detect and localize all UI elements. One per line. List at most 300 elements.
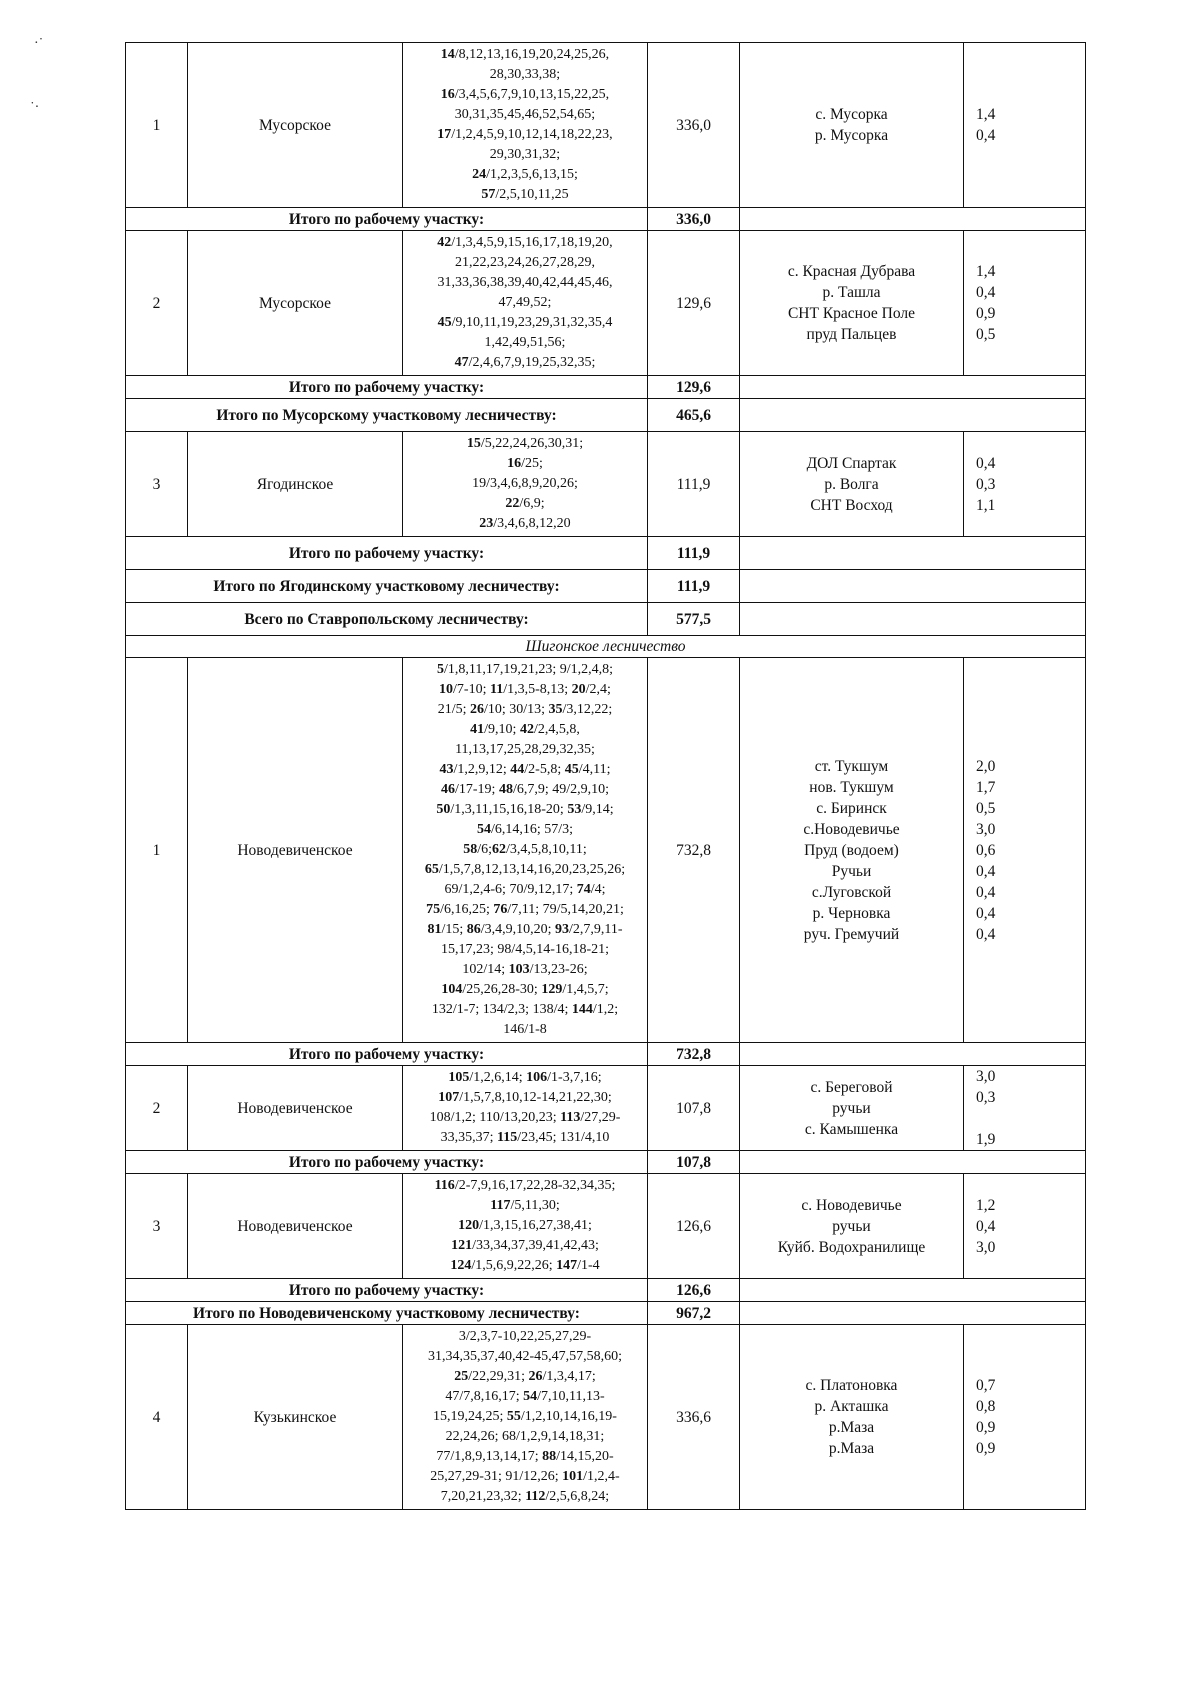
quarter-number: 42: [519, 722, 534, 737]
quarter-line: [407, 1347, 643, 1367]
places-cell: [740, 658, 964, 1043]
quarter-plots: /1,3,4,17;: [542, 1369, 596, 1384]
forestry-name-cell: Новодевиченское: [188, 1066, 403, 1151]
total-label-cell: Итого по рабочему участку:: [126, 208, 648, 231]
empty-cell: [740, 399, 1086, 432]
place-name: с. Платоновка: [805, 1377, 898, 1394]
quarter-line: [407, 1407, 643, 1427]
quarter-line: [407, 800, 643, 820]
row-number-cell: 1: [126, 43, 188, 208]
quarter-plots: 30/13;: [509, 702, 549, 717]
quarter-number: 25: [454, 1369, 469, 1384]
total-label-cell: Итого по рабочему участку:: [126, 537, 648, 570]
total-row: [126, 1302, 1086, 1325]
forestry-name-cell: Новодевиченское: [188, 658, 403, 1043]
place-name: Ручьи: [831, 862, 872, 880]
quarter-line: [407, 1387, 643, 1407]
quarter-plots: /1,2,6,14;: [469, 1070, 527, 1085]
total-value-cell: 126,6: [648, 1279, 740, 1302]
quarter-line: [407, 273, 643, 293]
quarter-number: 42: [437, 235, 452, 250]
quarter-plots: /6,16,25;: [440, 902, 494, 917]
quarter-line: [407, 253, 643, 273]
quarter-number: 62: [492, 842, 506, 857]
total-label-cell: Итого по рабочему участку:: [126, 1043, 648, 1066]
quarter-plots: /6,9;: [519, 496, 545, 511]
quarter-number: 47: [454, 355, 469, 370]
distance-value: 0,7: [976, 1377, 996, 1394]
total-value-cell: 107,8: [648, 1151, 740, 1174]
quarter-plots: /1,5,7,8,12,13,14,16,20,23,25,26;: [438, 862, 626, 877]
quarter-plots: 110/13,20,23;: [479, 1110, 561, 1125]
places-cell: [740, 231, 964, 376]
quarter-plots: /2,4;: [585, 682, 611, 697]
place-name: нов. Тукшум: [809, 778, 894, 796]
distance-value: 0,9: [976, 305, 996, 322]
quarter-plots: /33,34,37,39,41,42,43;: [472, 1238, 599, 1253]
place-name: с. Красная Дубрава: [787, 263, 916, 280]
quarter-number: 81: [427, 922, 442, 937]
quarter-number: 107: [438, 1090, 460, 1105]
total-row: [126, 603, 1086, 636]
quarter-plots: /1,2;: [592, 1002, 619, 1017]
quarter-line: [407, 65, 643, 85]
place-name: р. Ташла: [822, 284, 881, 301]
quarter-line: [407, 1128, 643, 1148]
empty-cell: [740, 1151, 1086, 1174]
quarter-line: [407, 920, 643, 940]
empty-cell: [740, 1302, 1086, 1325]
quarters-cell: [403, 1174, 648, 1279]
forestry-name-cell: Мусорское: [188, 43, 403, 208]
quarter-plots: /8,12,13,16,19,20,24,25,26,: [454, 47, 610, 62]
place-name: СНТ Восход: [810, 496, 893, 514]
place-name: СНТ Красное Поле: [787, 305, 916, 322]
quarter-plots: /17-19;: [454, 782, 499, 797]
place-name: ручьи: [832, 1217, 871, 1235]
distance-value: 1,1: [976, 496, 996, 514]
total-value-cell: 967,2: [648, 1302, 740, 1325]
total-value-cell: 111,9: [648, 537, 740, 570]
quarter-line: [407, 233, 643, 253]
forestry-name-cell: Кузькинское: [188, 1325, 403, 1510]
quarter-line: [407, 1367, 643, 1387]
place-name: с. Мусорка: [815, 106, 888, 123]
scan-speck: ˙·: [30, 100, 40, 115]
total-row: [126, 537, 1086, 570]
total-label-cell: Итого по Ягодинскому участковому лесничеству:: [126, 570, 648, 603]
quarter-number: 23: [479, 516, 494, 531]
quarter-plots: /15;: [441, 922, 467, 937]
total-label-cell: Всего по Ставропольскому лесничеству:: [126, 603, 648, 636]
quarter-plots: 31,34,35,37,40,42-45,47,57,58,60;: [427, 1349, 623, 1364]
quarter-plots: /2-7,9,16,17,22,28-32,34,35;: [454, 1178, 616, 1193]
quarter-plots: 7,20,21,23,32;: [440, 1489, 526, 1504]
quarters-cell: [403, 43, 648, 208]
quarter-number: 26: [528, 1369, 543, 1384]
distance-value: 3,0: [976, 820, 996, 838]
quarter-plots: 102/14;: [462, 962, 509, 977]
quarter-plots: /1,4,5,7;: [562, 982, 609, 997]
quarter-number: 57: [481, 187, 496, 202]
quarter-plots: 132/1-7;: [431, 1002, 483, 1017]
distance-value: 0,4: [976, 904, 996, 922]
quarter-line: [407, 514, 643, 534]
quarter-line: [407, 960, 643, 980]
quarter-plots: /1,3,4,5,9,15,16,17,18,19,20,: [451, 235, 613, 250]
quarter-plots: 3/2,3,7-10,22,25,27,29-: [458, 1329, 592, 1344]
quarter-plots: /7-10;: [453, 682, 490, 697]
distance-value: 0,4: [976, 127, 996, 144]
quarter-line: [407, 185, 643, 205]
quarter-plots: 91/12,26;: [505, 1469, 563, 1484]
quarter-line: [407, 780, 643, 800]
quarter-number: 41: [470, 722, 485, 737]
quarter-plots: /14,15,20-: [556, 1449, 614, 1464]
area-cell: 732,8: [648, 658, 740, 1043]
quarters-cell: [403, 658, 648, 1043]
quarter-number: 44: [510, 762, 525, 777]
quarter-number: 129: [541, 982, 563, 997]
quarter-plots: 146/1-8: [503, 1022, 547, 1037]
quarter-number: 54: [523, 1389, 538, 1404]
quarter-plots: 22,24,26;: [445, 1429, 503, 1444]
scan-speck: ·˙: [34, 36, 44, 51]
place-name: р. Волга: [824, 475, 879, 493]
place-name: р. Акташка: [814, 1398, 889, 1415]
quarter-number: 112: [525, 1489, 546, 1504]
total-row: [126, 399, 1086, 432]
quarter-line: [407, 353, 643, 373]
quarter-plots: /7,11;: [507, 902, 543, 917]
quarter-number: 113: [560, 1110, 581, 1125]
quarter-line: [407, 1487, 643, 1507]
quarter-plots: /25,26,28-30;: [462, 982, 542, 997]
quarter-plots: /5,11,30;: [510, 1198, 560, 1213]
empty-cell: [740, 376, 1086, 399]
quarter-plots: 11,13,17,25,28,29,32,35;: [455, 742, 595, 757]
total-label-cell: Итого по рабочему участку:: [126, 1151, 648, 1174]
quarter-plots: /1,2,4-: [583, 1469, 620, 1484]
quarter-plots: /1,2,3,5,6,13,15;: [486, 167, 578, 182]
area-cell: 107,8: [648, 1066, 740, 1151]
quarter-plots: /3,12,22;: [562, 702, 613, 717]
quarter-plots: 57/3;: [544, 822, 574, 837]
quarter-plots: /1,8,11,17,19,21,23;: [443, 662, 560, 677]
quarter-plots: 19/3,4,6,8,9,20,26;: [472, 476, 578, 491]
data-row: [126, 43, 1086, 208]
place-name: с. Камышенка: [804, 1120, 899, 1138]
distance-value: 1,9: [976, 1131, 996, 1148]
total-row: [126, 208, 1086, 231]
quarter-line: [407, 454, 643, 474]
distance-value: 3,0: [976, 1068, 996, 1085]
quarter-line: [407, 474, 643, 494]
quarter-number: 22: [505, 496, 520, 511]
quarter-plots: /6;: [477, 842, 492, 857]
total-value-cell: 336,0: [648, 208, 740, 231]
quarter-plots: 15,17,23;: [441, 942, 498, 957]
distance-value: 0,9: [976, 1419, 996, 1436]
quarter-plots: /13,23-26;: [529, 962, 588, 977]
quarter-number: 58: [463, 842, 478, 857]
quarter-plots: 21,22,23,24,26,27,28,29,: [455, 255, 595, 270]
row-number-cell: 2: [126, 231, 188, 376]
distance-cell: [964, 231, 1086, 376]
quarter-line: [407, 740, 643, 760]
quarter-number: 144: [571, 1002, 593, 1017]
distance-value: 1,7: [976, 778, 996, 796]
distance-value: 0,4: [976, 925, 996, 943]
distance-value: 1,4: [976, 263, 996, 280]
distance-cell: [964, 1066, 1086, 1151]
total-label-cell: Итого по рабочему участку:: [126, 376, 648, 399]
total-value-cell: 577,5: [648, 603, 740, 636]
distance-value: 0,4: [976, 862, 996, 880]
quarter-plots: 33,35,37;: [440, 1130, 497, 1145]
empty-cell: [740, 208, 1086, 231]
quarter-line: [407, 680, 643, 700]
quarter-line: [407, 494, 643, 514]
quarter-plots: /1,5,6,9,22,26;: [471, 1258, 557, 1273]
quarter-line: [407, 980, 643, 1000]
places-cell: [740, 1066, 964, 1151]
quarter-line: [407, 1216, 643, 1236]
quarter-plots: /10;: [483, 702, 510, 717]
quarter-number: 121: [451, 1238, 473, 1253]
quarter-plots: 28,30,33,38;: [489, 67, 561, 82]
quarter-number: 115: [496, 1130, 518, 1145]
quarter-plots: /23,45;: [517, 1130, 560, 1145]
quarter-number: 48: [498, 782, 513, 797]
forest-area-table: [125, 42, 1086, 1510]
area-cell: 336,6: [648, 1325, 740, 1510]
quarter-number: 17: [437, 127, 452, 142]
quarter-number: 124: [450, 1258, 472, 1273]
total-value-cell: 465,6: [648, 399, 740, 432]
distance-cell: [964, 43, 1086, 208]
quarter-line: [407, 85, 643, 105]
place-name: Пруд (водоем): [804, 841, 899, 859]
quarter-plots: /3,4,6,8,12,20: [493, 516, 571, 531]
place-name: с.Луговской: [811, 883, 892, 901]
quarters-cell: [403, 1325, 648, 1510]
total-label-cell: Итого по Новодевиченскому участковому лесничеству:: [126, 1302, 648, 1325]
forestry-name-cell: Новодевиченское: [188, 1174, 403, 1279]
place-name: р. Мусорка: [814, 127, 889, 144]
quarter-plots: /1-4: [577, 1258, 600, 1273]
quarter-number: 53: [567, 802, 582, 817]
quarter-plots: 9/1,2,4,8;: [559, 662, 614, 677]
distance-value: 0,3: [976, 475, 996, 493]
distance-value: 0,5: [976, 799, 996, 817]
data-row: [126, 231, 1086, 376]
distance-value: 3,0: [976, 1238, 996, 1256]
quarter-plots: /1-3,7,16;: [547, 1070, 602, 1085]
distance-value: 1,2: [976, 1196, 996, 1214]
empty-cell: [740, 1279, 1086, 1302]
quarter-line: [407, 720, 643, 740]
area-cell: 126,6: [648, 1174, 740, 1279]
quarter-line: [407, 1108, 643, 1128]
total-value-cell: 732,8: [648, 1043, 740, 1066]
quarter-number: 105: [448, 1070, 470, 1085]
quarter-plots: 77/1,8,9,13,14,17;: [436, 1449, 543, 1464]
quarter-number: 16: [507, 456, 522, 471]
total-row: [126, 1151, 1086, 1174]
section-header-cell: Шигонское лесничество: [126, 636, 1086, 658]
total-row: [126, 1279, 1086, 1302]
quarter-number: 76: [493, 902, 508, 917]
quarter-number: 5: [436, 662, 444, 677]
place-name: ручьи: [832, 1099, 871, 1117]
quarter-number: 88: [542, 1449, 557, 1464]
quarter-number: 75: [426, 902, 441, 917]
quarter-plots: /1,2,4,5,9,10,12,14,18,22,23,: [451, 127, 613, 142]
quarter-number: 43: [439, 762, 454, 777]
quarter-line: [407, 940, 643, 960]
data-row: [126, 1066, 1086, 1151]
distance-value: 0,6: [976, 841, 996, 859]
row-number-cell: 3: [126, 432, 188, 537]
quarter-plots: /25;: [521, 456, 543, 471]
quarter-plots: 79/5,14,20,21;: [542, 902, 624, 917]
quarter-plots: /7,10,11,13-: [537, 1389, 605, 1404]
total-value-cell: 111,9: [648, 570, 740, 603]
quarter-plots: 47,49,52;: [498, 295, 552, 310]
quarter-line: [407, 145, 643, 165]
quarter-line: [407, 1000, 643, 1020]
quarter-line: [407, 880, 643, 900]
quarter-plots: /27,29-: [580, 1110, 621, 1125]
quarter-plots: /3,4,5,8,10,11;: [506, 842, 587, 857]
quarter-plots: /6,14,16;: [490, 822, 545, 837]
quarters-cell: [403, 432, 648, 537]
total-row: [126, 1043, 1086, 1066]
quarter-plots: /1,3,15,16,27,38,41;: [479, 1218, 592, 1233]
quarter-number: 35: [548, 702, 563, 717]
quarter-number: 103: [508, 962, 530, 977]
quarter-line: [407, 333, 643, 353]
quarter-number: 93: [555, 922, 569, 937]
forestry-name-cell: Мусорское: [188, 231, 403, 376]
place-name: с.Новодевичье: [803, 820, 900, 838]
total-label-cell: Итого по рабочему участку:: [126, 1279, 648, 1302]
quarter-line: [407, 860, 643, 880]
quarters-cell: [403, 1066, 648, 1151]
total-row: [126, 376, 1086, 399]
distance-value: 2,0: [976, 757, 996, 775]
quarter-number: 74: [576, 882, 591, 897]
quarter-number: 20: [571, 682, 586, 697]
place-name: р. Черновка: [812, 904, 891, 922]
quarter-line: [407, 1088, 643, 1108]
quarter-number: 45: [437, 315, 452, 330]
quarter-plots: /3,4,9,10,20;: [480, 922, 555, 937]
quarter-line: [407, 1467, 643, 1487]
quarter-plots: 70/9,12,17;: [509, 882, 577, 897]
quarter-plots: /9,10;: [484, 722, 520, 737]
total-label-cell: Итого по Мусорскому участковому лесничеству:: [126, 399, 648, 432]
empty-cell: [740, 603, 1086, 636]
quarter-plots: /1,2,9,12;: [453, 762, 511, 777]
distance-value: 0,3: [976, 1089, 996, 1106]
places-cell: [740, 43, 964, 208]
quarter-number: 65: [424, 862, 439, 877]
quarter-plots: 134/2,3;: [482, 1002, 533, 1017]
quarter-line: [407, 1068, 643, 1088]
quarter-plots: /6,7,9;: [512, 782, 553, 797]
quarter-number: 116: [434, 1178, 455, 1193]
quarter-plots: 138/4;: [532, 1002, 572, 1017]
quarter-plots: /1,2,10,14,16,19-: [520, 1409, 617, 1424]
distance-value: 0,5: [976, 326, 996, 343]
row-number-cell: 3: [126, 1174, 188, 1279]
quarter-plots: 29,30,31,32;: [489, 147, 561, 162]
quarter-plots: 31,33,36,38,39,40,42,44,45,46,: [437, 275, 613, 290]
area-cell: 129,6: [648, 231, 740, 376]
area-cell: 111,9: [648, 432, 740, 537]
quarter-line: [407, 1327, 643, 1347]
quarter-plots: /1,3,5-8,13;: [503, 682, 572, 697]
quarter-line: [407, 313, 643, 333]
quarter-plots: /22,29,31;: [468, 1369, 529, 1384]
quarter-plots: /2,5,10,11,25: [495, 187, 569, 202]
places-cell: [740, 1325, 964, 1510]
quarter-plots: /1,3,11,15,16,18-20;: [450, 802, 568, 817]
quarter-number: 14: [440, 47, 455, 62]
quarter-plots: /4,11;: [578, 762, 611, 777]
quarter-plots: /9,10,11,19,23,29,31,32,35,4: [451, 315, 613, 330]
row-number-cell: 1: [126, 658, 188, 1043]
quarter-plots: /2,4,5,8,: [533, 722, 580, 737]
quarter-plots: /2-5,8;: [524, 762, 565, 777]
data-row: [126, 658, 1086, 1043]
distance-value: 0,4: [976, 454, 996, 472]
quarter-plots: 98/4,5,14-16,18-21;: [497, 942, 609, 957]
section-header-row: [126, 636, 1086, 658]
quarter-plots: /2,5,6,8,24;: [545, 1489, 610, 1504]
quarter-number: 106: [526, 1070, 548, 1085]
quarter-line: [407, 45, 643, 65]
quarter-line: [407, 820, 643, 840]
places-cell: [740, 1174, 964, 1279]
quarter-number: 54: [476, 822, 491, 837]
quarter-plots: /3,4,5,6,7,9,10,13,15,22,25,: [454, 87, 610, 102]
place-name: ст. Тукшум: [814, 757, 889, 775]
total-row: [126, 570, 1086, 603]
quarter-plots: /2,7,9,11-: [569, 922, 623, 937]
place-name: Куйб. Водохранилище: [777, 1238, 926, 1256]
distance-value: 0,4: [976, 284, 996, 301]
area-cell: 336,0: [648, 43, 740, 208]
quarter-plots: 15,19,24,25;: [433, 1409, 507, 1424]
quarter-plots: /4;: [590, 882, 606, 897]
quarter-line: [407, 1236, 643, 1256]
forestry-name-cell: Ягодинское: [188, 432, 403, 537]
distance-value: 0,4: [976, 883, 996, 901]
quarter-plots: 68/1,2,9,14,18,31;: [502, 1429, 605, 1444]
row-number-cell: 2: [126, 1066, 188, 1151]
place-name: с. Биринск: [816, 799, 887, 817]
distance-cell: [964, 658, 1086, 1043]
quarter-line: [407, 840, 643, 860]
quarter-number: 50: [436, 802, 451, 817]
quarter-plots: /9,14;: [581, 802, 614, 817]
place-name: ДОЛ Спартак: [806, 454, 897, 472]
quarter-plots: 21/5;: [437, 702, 470, 717]
quarter-number: 101: [562, 1469, 584, 1484]
